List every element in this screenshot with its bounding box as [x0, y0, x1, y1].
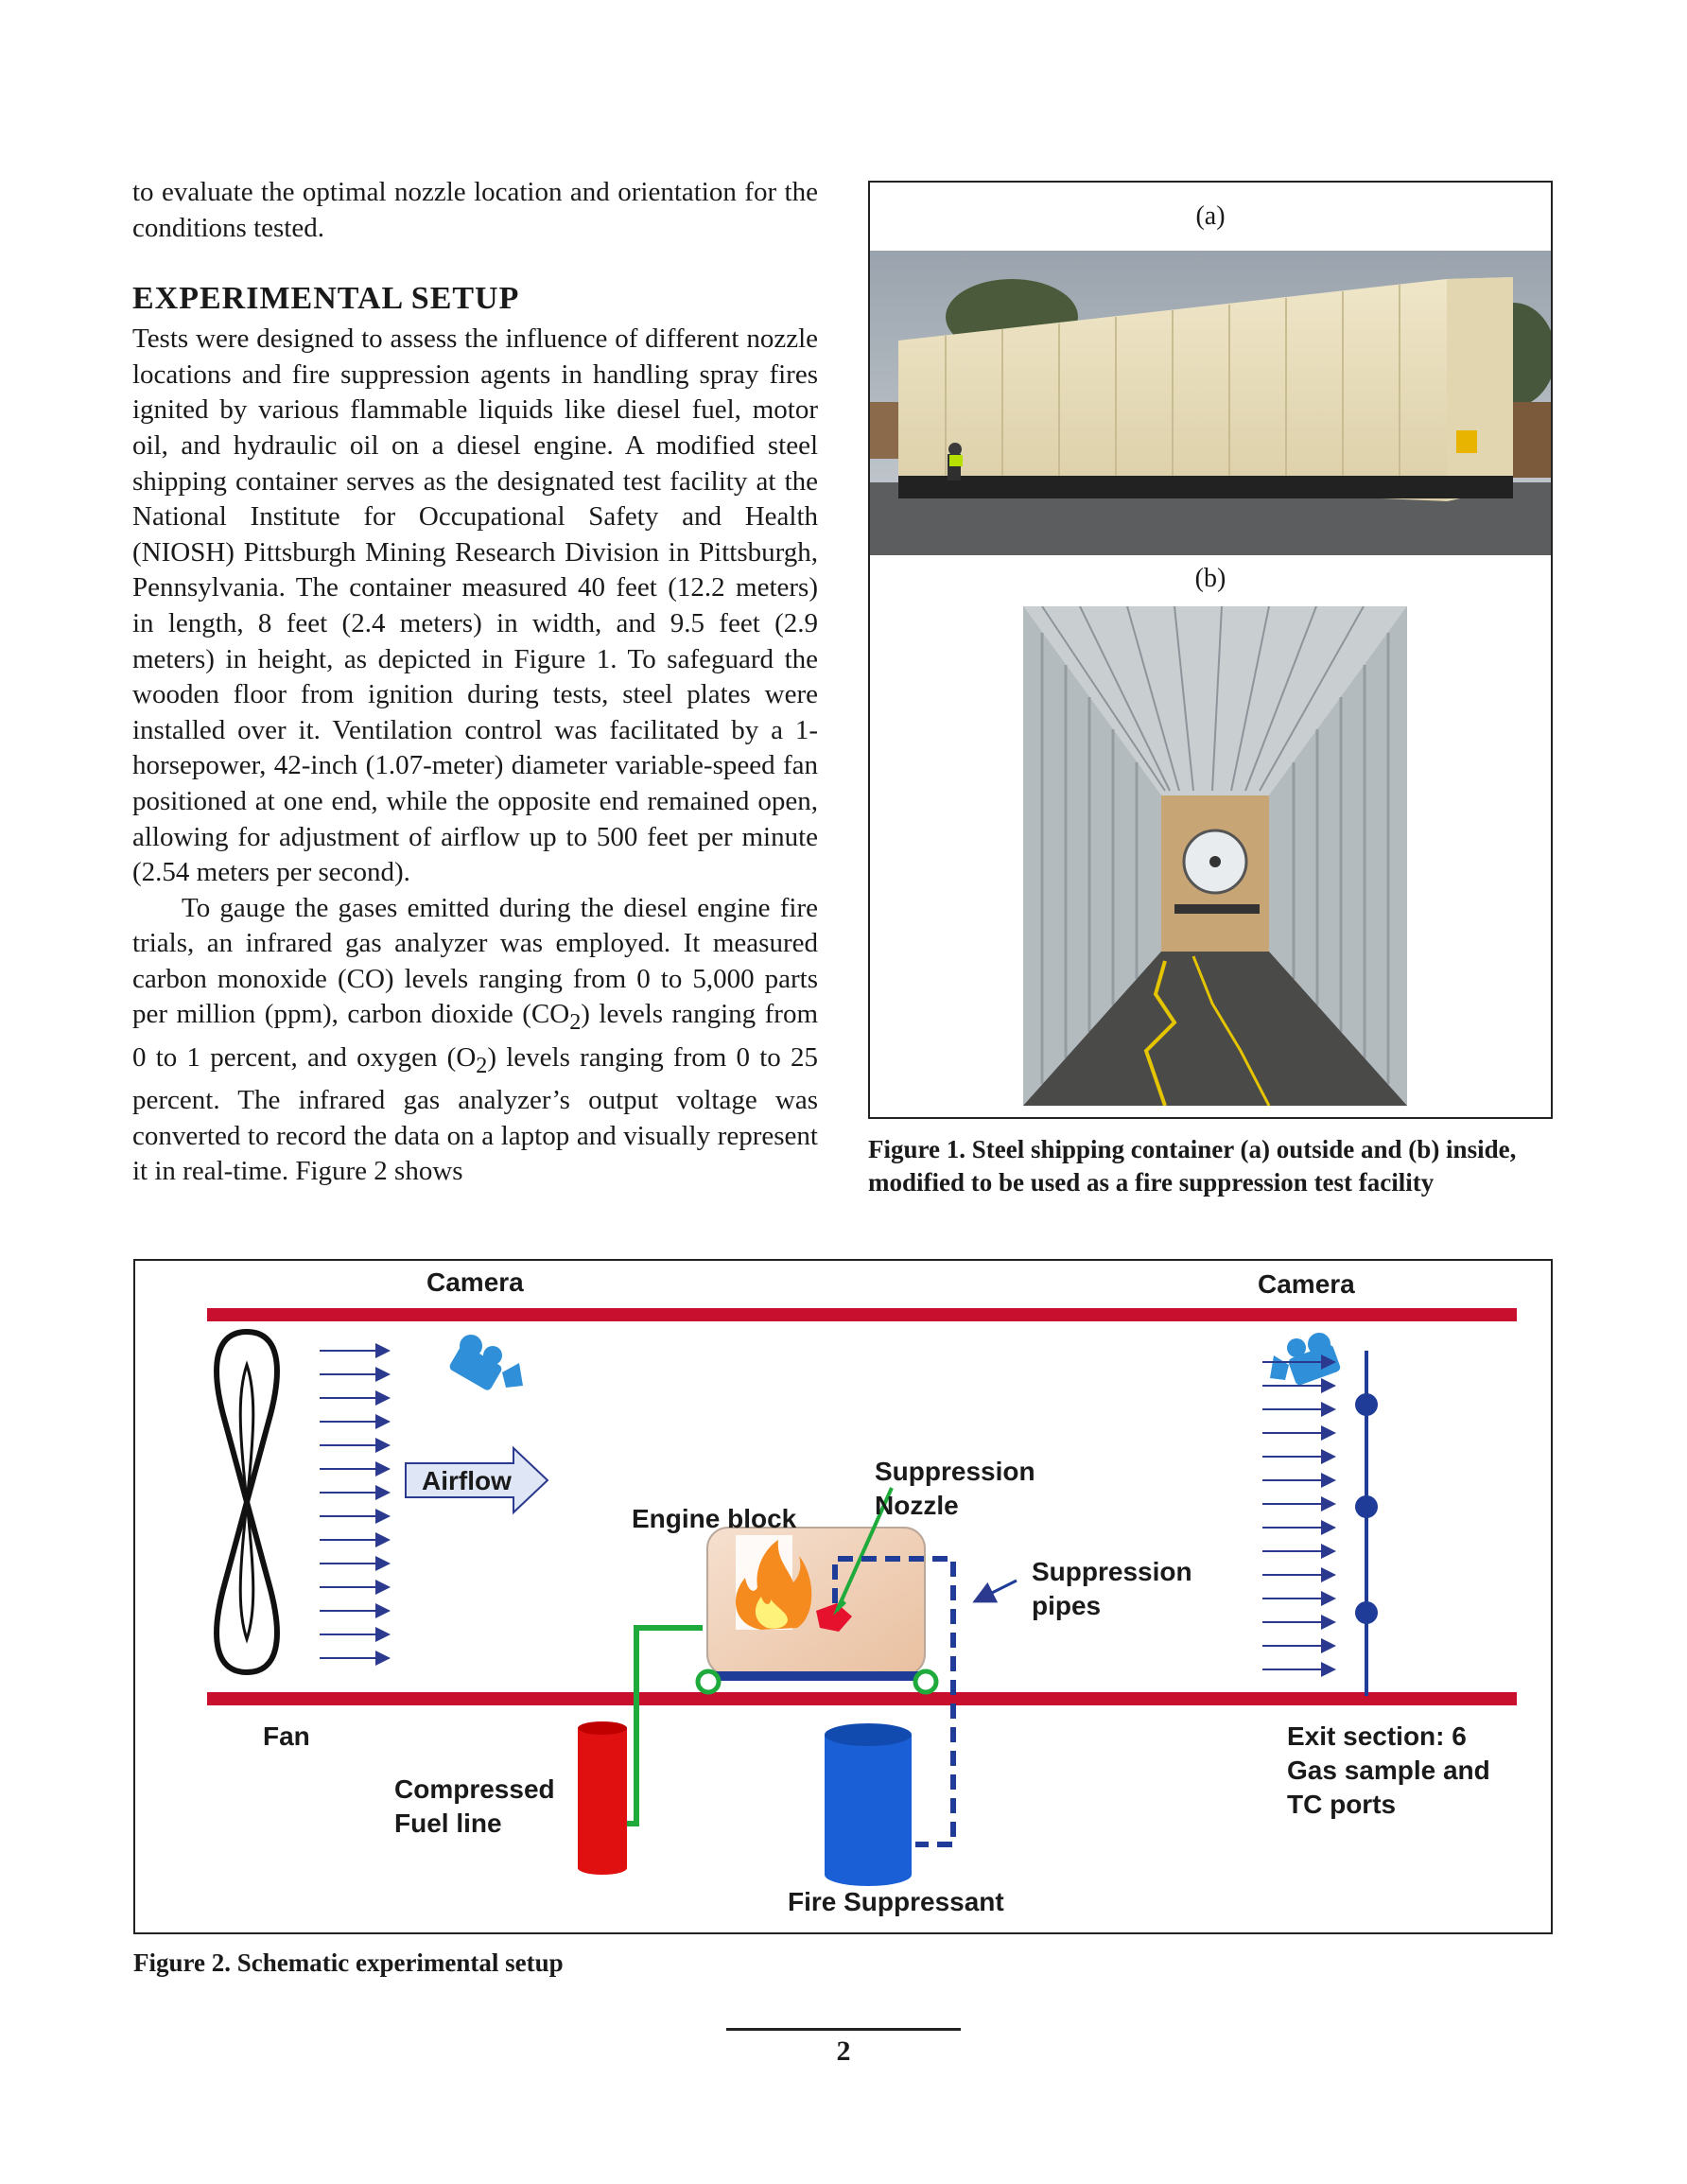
- exit-label-line1: Exit section: 6: [1287, 1721, 1467, 1751]
- exit-label-line3: TC ports: [1287, 1790, 1397, 1819]
- camera-left-icon: [448, 1335, 523, 1391]
- page-number: 2: [836, 2035, 851, 2067]
- sample-port-2: [1355, 1495, 1378, 1518]
- pipes-label-line1: Suppression: [1032, 1557, 1192, 1586]
- schematic-diagram: [135, 1261, 1551, 1932]
- camera-left-label: Camera: [426, 1267, 524, 1297]
- intro-text: to evaluate the optimal nozzle location and orientation for the conditions tested.: [132, 177, 818, 243]
- paragraph-1: Tests were designed to assess the influence of different nozzle locations and fire suppression agents in handling spray fires ignited by various flammable liquids like diesel fuel, motor oil, and hydraulic oil on a diesel engine. A modified steel shipping container serves as the designated test facility at the National Institute for Occupational Safety and Health (NIOSH) Pittsburgh Mining Research Division in Pittsburgh, Pennsylvania. The container measured 40 feet (12.2 meters) in length, 8 feet (2.4 meters) in width, and 9.5 feet (2.9 meters) in height, as depicted in Figure 1. To safeguard the wooden floor from ignition during tests, steel plates were installed over it. Ventilation control was facilitated by a 1-horsepower, 42-inch (1.07-meter) diameter variable-speed fan positioned at one end, while the opposite end remained open, allowing for adjustment of airflow up to 500 feet per minute (2.54 meters per second).: [132, 323, 818, 888]
- fan-label: Fan: [263, 1721, 310, 1751]
- nozzle-label-line2: Nozzle: [875, 1491, 959, 1520]
- footer-rule: [726, 2028, 961, 2031]
- fan-icon: [217, 1332, 277, 1672]
- camera-right-icon: [1270, 1333, 1342, 1387]
- container-outside-photo: [870, 251, 1551, 555]
- fire-suppressant-tank: [825, 1723, 912, 1886]
- paragraph-2-part-b: ) levels ranging from 0 to 1 percent, and oxygen (O: [132, 999, 818, 1073]
- fuel-label-line2: Fuel line: [394, 1808, 502, 1838]
- engine-cart: [701, 1671, 933, 1681]
- paragraph-2-part-c: ) levels ranging from 0 to 25 percent. The infrared gas analyzer’s output voltage was converted to record the data on a laptop and visually represent it in real-time. Figure 2 shows: [132, 1041, 818, 1187]
- figure-1-label-a: (a): [1195, 201, 1226, 231]
- section-heading: EXPERIMENTAL SETUP: [132, 281, 520, 317]
- container-inside-photo: [1023, 606, 1407, 1106]
- pipes-label-line2: pipes: [1032, 1591, 1102, 1620]
- nozzle-label-line1: Suppression: [875, 1457, 1035, 1486]
- pipes-pointer: [975, 1581, 1017, 1601]
- exit-label-line2: Gas sample and: [1287, 1756, 1490, 1785]
- subscript-2b: 2: [476, 1052, 488, 1078]
- airflow-arrows-left: [320, 1351, 389, 1658]
- bottom-rail: [207, 1692, 1517, 1705]
- figure-1: [868, 181, 1553, 1119]
- airflow-label: Airflow: [422, 1466, 512, 1495]
- cart-wheel-right: [915, 1671, 936, 1692]
- subscript-2: 2: [569, 1009, 582, 1036]
- left-column: [132, 175, 818, 1190]
- camera-right-label: Camera: [1258, 1269, 1355, 1299]
- figure-2-caption: Figure 2. Schematic experimental setup: [133, 1948, 564, 1977]
- cart-wheel-left: [698, 1671, 719, 1692]
- paragraph-2-part-a: To gauge the gases emitted during the diesel engine fire trials, an infrared gas analyzer was employed. It measured carbon monoxide (CO) levels ranging from 0 to 5,000 parts per million (ppm), carbon dioxide (CO: [132, 892, 818, 1030]
- suppressant-label: Fire Suppressant: [788, 1887, 1004, 1916]
- figure-2: [133, 1259, 1553, 1934]
- figure-1-caption: Figure 1. Steel shipping container (a) outside and (b) inside, modified to be used as a fire suppression test facility: [868, 1135, 1517, 1197]
- engine-block-label: Engine block: [632, 1504, 797, 1533]
- sample-port-3: [1355, 1601, 1378, 1624]
- figure-1-label-b: (b): [1194, 564, 1226, 593]
- fuel-cylinder: [578, 1721, 627, 1875]
- airflow-arrows-right: [1262, 1362, 1334, 1669]
- sample-port-1: [1355, 1393, 1378, 1416]
- top-rail: [207, 1308, 1517, 1321]
- fuel-label-line1: Compressed: [394, 1774, 555, 1804]
- paragraph-2: [132, 891, 818, 1190]
